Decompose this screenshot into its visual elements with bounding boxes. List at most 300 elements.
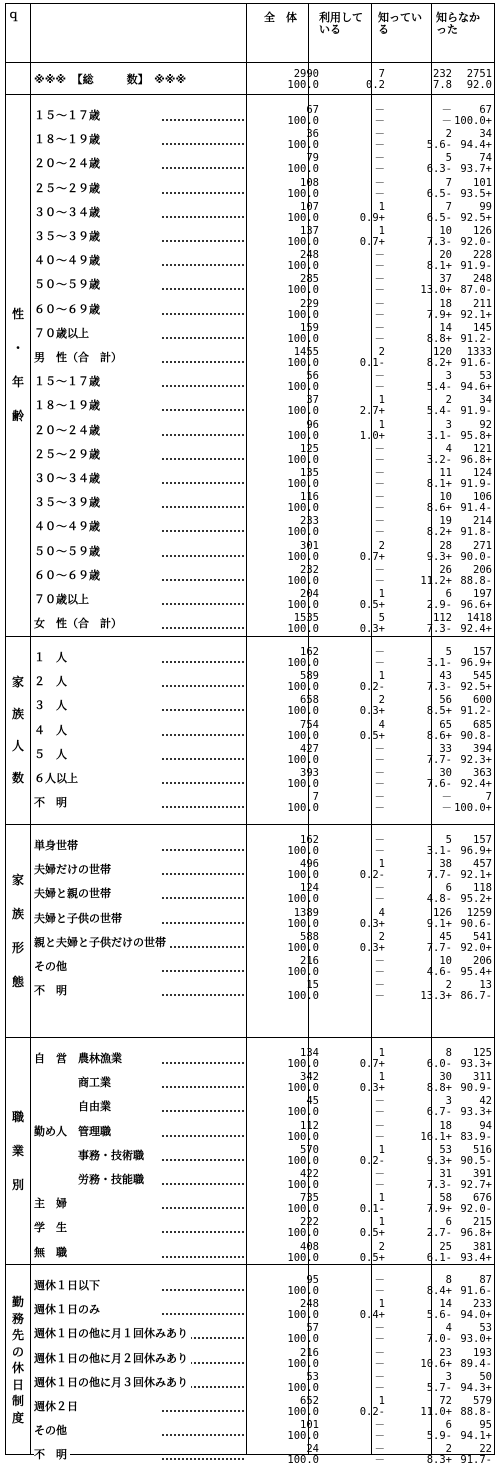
count-cell: 13 xyxy=(479,979,492,992)
percent-cell: 100.0 xyxy=(287,990,319,1003)
percent-cell: 100.0 xyxy=(287,1430,319,1443)
table-row xyxy=(30,1395,496,1419)
row-label xyxy=(34,227,246,247)
row-label-text: 夫婦と子供の世帯 xyxy=(34,912,125,925)
percent-cell: － xyxy=(374,753,385,766)
count-cell: 545 xyxy=(473,670,492,683)
count-cell: － xyxy=(374,834,385,846)
count-cell: 214 xyxy=(473,515,492,528)
table-row xyxy=(30,225,496,249)
percent-cell: 6.3- xyxy=(426,163,452,176)
total-row xyxy=(30,68,496,92)
count-cell: 685 xyxy=(473,718,492,731)
row-label-text: 男 性（合 計） xyxy=(34,351,125,364)
count-cell: 248 xyxy=(473,273,492,286)
percent-cell: 96.6+ xyxy=(460,599,492,611)
count-cell: 1 xyxy=(378,1298,385,1311)
table-row xyxy=(30,931,496,955)
percent-cell: 7.9+ xyxy=(426,1203,452,1216)
count-cell: 2 xyxy=(445,394,452,407)
percent-cell: － xyxy=(374,332,385,345)
percent-cell: 0.9+ xyxy=(359,211,385,224)
count-cell: 37 xyxy=(306,394,319,407)
percent-cell: － xyxy=(374,1285,385,1297)
count-cell: 2751 xyxy=(466,68,492,80)
table-row xyxy=(30,1298,496,1322)
count-cell: 228 xyxy=(473,249,492,262)
percent-cell: 100.0 xyxy=(287,1203,319,1216)
percent-cell: 3.1- xyxy=(426,845,452,857)
percent-cell: 8.6+ xyxy=(426,502,452,515)
count-cell: 124 xyxy=(473,467,492,479)
percent-cell: － xyxy=(374,778,385,790)
percent-cell: 100.0 xyxy=(287,1179,319,1191)
row-label-text: ７０歳以上 xyxy=(34,593,92,606)
percent-cell: － xyxy=(374,1106,385,1119)
row-label xyxy=(34,300,246,320)
count-cell: 18 xyxy=(439,297,452,310)
percent-cell: 83.9- xyxy=(460,1130,492,1143)
count-cell: 570 xyxy=(300,1143,319,1156)
row-label-text: ２５～２９歳 xyxy=(34,448,103,461)
percent-cell: 100.0 xyxy=(287,574,319,587)
count-cell: 24 xyxy=(306,1443,319,1456)
percent-cell: － xyxy=(374,308,385,321)
count-cell: 1 xyxy=(378,1192,385,1205)
count-cell: 137 xyxy=(300,225,319,237)
percent-cell: 91.4- xyxy=(460,502,492,515)
percent-cell: 10.6+ xyxy=(420,1357,452,1370)
table-row xyxy=(30,612,496,636)
count-cell: 2 xyxy=(378,694,385,707)
row-label xyxy=(34,1300,246,1320)
count-cell: － xyxy=(441,104,452,116)
percent-cell: 89.4- xyxy=(460,1357,492,1370)
count-cell: 363 xyxy=(473,767,492,779)
percent-cell: 100.0 xyxy=(287,236,319,248)
percent-cell: 11.2+ xyxy=(420,574,452,587)
row-label-text: ３５～３９歳 xyxy=(34,496,103,509)
table-row xyxy=(30,1071,496,1095)
percent-cell: 5.4- xyxy=(426,381,452,394)
count-cell: 408 xyxy=(300,1240,319,1253)
count-cell: 1 xyxy=(378,225,385,237)
percent-cell: － xyxy=(374,187,385,200)
row-label-text: 週休１日以下 xyxy=(34,1279,103,1292)
percent-cell: 100.0 xyxy=(287,1058,319,1070)
count-cell: 496 xyxy=(300,858,319,871)
percent-cell: 9.3+ xyxy=(426,550,452,563)
percent-cell: 4.8- xyxy=(426,893,452,906)
table-row xyxy=(30,1241,496,1265)
leader-dots xyxy=(162,1135,244,1137)
leader-dots xyxy=(162,264,244,266)
count-cell: 6 xyxy=(445,588,452,600)
count-cell: 65 xyxy=(439,718,452,731)
table-row xyxy=(30,1144,496,1168)
percent-cell: 100.0 xyxy=(287,357,319,369)
count-cell: 2 xyxy=(445,128,452,141)
count-cell: 1 xyxy=(378,200,385,213)
count-cell: 121 xyxy=(473,442,492,455)
percent-cell: 100.0+ xyxy=(454,115,492,127)
count-cell: 391 xyxy=(473,1168,492,1180)
row-label xyxy=(34,203,246,223)
count-cell: 53 xyxy=(306,1370,319,1383)
percent-cell: 88.8- xyxy=(460,574,492,587)
count-cell: 6 xyxy=(445,1216,452,1229)
table-row xyxy=(30,719,496,743)
header-didnt-know: 知らなか った xyxy=(436,11,480,36)
percent-cell: 92.1+ xyxy=(460,308,492,321)
count-cell: 579 xyxy=(473,1395,492,1407)
leader-dots xyxy=(162,409,244,411)
row-label-text: ３ 人 xyxy=(34,699,70,712)
count-cell: 53 xyxy=(439,1143,452,1156)
percent-cell: 7.7- xyxy=(426,869,452,882)
leader-dots xyxy=(162,385,244,387)
percent-cell: 13.0+ xyxy=(420,284,452,297)
percent-cell: 90.5- xyxy=(460,1154,492,1167)
count-cell: 106 xyxy=(473,491,492,504)
count-cell: 394 xyxy=(473,742,492,755)
count-cell: 5 xyxy=(445,152,452,165)
count-cell: － xyxy=(374,1168,385,1180)
count-cell: 271 xyxy=(473,539,492,552)
row-label xyxy=(34,396,246,416)
percent-cell: － xyxy=(374,845,385,857)
table-row xyxy=(30,694,496,718)
count-cell: 20 xyxy=(439,249,452,262)
percent-cell: － xyxy=(374,1381,385,1394)
count-cell: － xyxy=(374,370,385,383)
count-cell: － xyxy=(374,791,385,804)
row-label-text: 単身世帯 xyxy=(34,839,81,852)
count-cell: 162 xyxy=(300,834,319,846)
percent-cell: 8.3+ xyxy=(426,1454,452,1467)
leader-dots xyxy=(162,603,244,605)
count-cell: 6 xyxy=(445,1419,452,1432)
table-row xyxy=(30,1419,496,1443)
percent-cell: 0.1- xyxy=(359,357,385,369)
row-label-text: ４０～４９歳 xyxy=(34,520,103,533)
table-row xyxy=(30,1443,496,1467)
percent-cell: 100.0 xyxy=(287,705,319,718)
group-label: 家 族 形 態 xyxy=(11,872,24,989)
percent-cell: 7.9+ xyxy=(426,308,452,321)
table-row xyxy=(30,346,496,370)
count-cell: 19 xyxy=(439,515,452,528)
count-cell: 1 xyxy=(378,1143,385,1156)
percent-cell: 0.2 xyxy=(366,79,385,91)
row-label-text: １８～１９歳 xyxy=(34,133,103,146)
leader-dots xyxy=(162,482,244,484)
count-cell: 2 xyxy=(378,1240,385,1253)
percent-cell: － xyxy=(374,802,385,815)
count-cell: 23 xyxy=(439,1346,452,1359)
count-cell: 754 xyxy=(300,718,319,731)
count-cell: － xyxy=(374,742,385,755)
percent-cell: 91.9- xyxy=(460,405,492,418)
row-label-text: 女 性（合 計） xyxy=(34,617,125,630)
count-cell: 5 xyxy=(445,646,452,658)
count-cell: － xyxy=(374,491,385,504)
leader-dots xyxy=(162,1183,244,1185)
count-cell: 112 xyxy=(300,1119,319,1132)
row-label-text: 週休１日の他に月２回休みあり xyxy=(34,1352,191,1365)
row-label xyxy=(34,421,246,441)
corner-mark: ｑ xyxy=(8,8,19,21)
percent-cell: 92.1+ xyxy=(460,869,492,882)
count-cell: － xyxy=(374,1274,385,1286)
percent-cell: 0.3+ xyxy=(359,941,385,954)
count-cell: － xyxy=(374,646,385,658)
percent-cell: － xyxy=(374,657,385,669)
count-cell: － xyxy=(374,273,385,286)
leader-dots xyxy=(162,119,244,121)
percent-cell: － xyxy=(441,115,452,127)
leader-dots xyxy=(162,734,244,736)
percent-cell: － xyxy=(374,163,385,176)
row-label xyxy=(34,769,246,789)
count-cell: 95 xyxy=(306,1274,319,1286)
percent-cell: － xyxy=(374,1430,385,1443)
count-cell: － xyxy=(374,1095,385,1108)
table-row xyxy=(30,858,496,882)
percent-cell: 3.2- xyxy=(426,453,452,466)
percent-cell: 100.0 xyxy=(287,802,319,815)
count-cell: － xyxy=(374,882,385,895)
group-divider xyxy=(6,824,494,825)
percent-cell: 94.6+ xyxy=(460,381,492,394)
count-cell: 735 xyxy=(300,1192,319,1205)
group-divider xyxy=(6,636,494,637)
count-cell: 42 xyxy=(479,1095,492,1108)
row-label xyxy=(34,566,246,586)
count-cell: 162 xyxy=(300,646,319,658)
percent-cell: 91.6- xyxy=(460,1285,492,1297)
count-cell: 118 xyxy=(473,882,492,895)
percent-cell: 91.9- xyxy=(460,478,492,490)
leader-dots xyxy=(162,661,244,663)
percent-cell: 96.8+ xyxy=(460,1227,492,1240)
count-cell: 33 xyxy=(439,742,452,755)
row-label xyxy=(34,179,246,199)
row-label-text: ６０～６９歳 xyxy=(34,303,103,316)
percent-cell: 8.1+ xyxy=(426,478,452,490)
table-row xyxy=(30,1120,496,1144)
count-cell: － xyxy=(374,955,385,967)
percent-cell: － xyxy=(374,453,385,466)
percent-cell: 6.5- xyxy=(426,187,452,200)
leader-dots xyxy=(162,1062,244,1064)
count-cell: 197 xyxy=(473,588,492,600)
count-cell: － xyxy=(374,467,385,479)
percent-cell: 96.9+ xyxy=(460,657,492,669)
table-row xyxy=(30,370,496,394)
count-cell: 10 xyxy=(439,491,452,504)
count-cell: 4 xyxy=(378,906,385,919)
percent-cell: 13.3+ xyxy=(420,990,452,1003)
percent-cell: 0.3+ xyxy=(359,705,385,718)
percent-cell: 92.4+ xyxy=(460,778,492,790)
percent-cell: 100.0 xyxy=(287,502,319,515)
percent-cell: － xyxy=(374,1179,385,1191)
percent-cell: 100.0 xyxy=(287,79,319,91)
row-label xyxy=(34,275,246,295)
percent-cell: 11.0+ xyxy=(420,1406,452,1418)
percent-cell: － xyxy=(374,381,385,394)
percent-cell: 100.0 xyxy=(287,1381,319,1394)
row-label xyxy=(34,1276,246,1296)
row-label xyxy=(34,1445,246,1465)
count-cell: 1 xyxy=(378,394,385,407)
leader-dots xyxy=(162,627,244,629)
table-row xyxy=(30,104,496,128)
total-divider xyxy=(6,94,494,95)
count-cell: 120 xyxy=(433,346,452,358)
count-cell: 206 xyxy=(473,955,492,967)
count-cell: 53 xyxy=(479,370,492,383)
percent-cell: 100.0 xyxy=(287,526,319,539)
count-cell: － xyxy=(441,791,452,804)
count-cell: 206 xyxy=(473,563,492,576)
percent-cell: 88.8- xyxy=(460,1406,492,1418)
count-cell: 1 xyxy=(378,1395,385,1407)
table-row xyxy=(30,1274,496,1298)
percent-cell: 100.0 xyxy=(287,941,319,954)
count-cell: 381 xyxy=(473,1240,492,1253)
table-row xyxy=(30,670,496,694)
count-cell: － xyxy=(374,1322,385,1335)
percent-cell: － xyxy=(441,802,452,815)
leader-dots xyxy=(162,1207,244,1209)
count-cell: 18 xyxy=(439,1119,452,1132)
count-cell: 126 xyxy=(433,906,452,919)
percent-cell: 100.0 xyxy=(287,845,319,857)
percent-cell: 92.0- xyxy=(460,1203,492,1216)
count-cell: 457 xyxy=(473,858,492,871)
percent-cell: 90.6- xyxy=(460,917,492,930)
table-row xyxy=(30,249,496,273)
percent-cell: 100.0 xyxy=(287,163,319,176)
row-label xyxy=(34,860,246,880)
row-label xyxy=(34,542,246,562)
column-divider xyxy=(246,4,247,1454)
leader-dots xyxy=(162,1410,244,1412)
percent-cell: 7.3- xyxy=(426,236,452,248)
leader-dots xyxy=(162,579,244,581)
leader-dots xyxy=(162,1289,244,1291)
count-cell: 67 xyxy=(306,104,319,116)
count-cell: 193 xyxy=(473,1346,492,1359)
row-label-text: １８～１９歳 xyxy=(34,399,103,412)
percent-cell: 7.3- xyxy=(426,623,452,636)
row-label-text: 自由業 xyxy=(34,1100,114,1113)
count-cell: 422 xyxy=(300,1168,319,1180)
percent-cell: 0.1- xyxy=(359,1203,385,1216)
percent-cell: 94.4+ xyxy=(460,139,492,152)
leader-dots xyxy=(162,192,244,194)
count-cell: － xyxy=(374,176,385,189)
leader-dots xyxy=(162,1458,244,1460)
count-cell: 1 xyxy=(378,1071,385,1084)
count-cell: 5 xyxy=(445,834,452,846)
count-cell: 2 xyxy=(445,1443,452,1456)
count-cell: － xyxy=(374,1370,385,1383)
count-cell: 4 xyxy=(378,718,385,731)
percent-cell: 8.8+ xyxy=(426,332,452,345)
count-cell: － xyxy=(374,979,385,992)
table-row xyxy=(30,1168,496,1192)
count-cell: 92 xyxy=(479,418,492,431)
table-row xyxy=(30,152,496,176)
count-cell: 26 xyxy=(439,563,452,576)
percent-cell: 91.2- xyxy=(460,705,492,718)
count-cell: 541 xyxy=(473,930,492,943)
row-label xyxy=(34,130,246,150)
row-label-text: 不 明 xyxy=(34,984,70,997)
count-cell: 56 xyxy=(439,694,452,707)
leader-dots xyxy=(162,946,244,948)
percent-cell: 90.8- xyxy=(460,729,492,742)
count-cell: － xyxy=(374,321,385,334)
percent-cell: 100.0 xyxy=(287,599,319,611)
percent-cell: 100.0 xyxy=(287,681,319,694)
count-cell: 38 xyxy=(439,858,452,871)
percent-cell: 8.2+ xyxy=(426,526,452,539)
percent-cell: 0.3+ xyxy=(359,1082,385,1095)
percent-cell: 100.0 xyxy=(287,753,319,766)
count-cell: － xyxy=(374,297,385,310)
count-cell: 22 xyxy=(479,1443,492,1456)
percent-cell: 5.6- xyxy=(426,139,452,152)
count-cell: 2 xyxy=(378,346,385,358)
leader-dots xyxy=(162,970,244,972)
count-cell: － xyxy=(374,442,385,455)
percent-cell: 94.3+ xyxy=(460,1381,492,1394)
count-cell: － xyxy=(374,152,385,165)
percent-cell: 100.0 xyxy=(287,1454,319,1467)
percent-cell: 100.0 xyxy=(287,917,319,930)
count-cell: 43 xyxy=(439,670,452,683)
percent-cell: － xyxy=(374,526,385,539)
percent-cell: 7.7- xyxy=(426,941,452,954)
leader-dots xyxy=(162,922,244,924)
percent-cell: － xyxy=(374,893,385,906)
percent-cell: 2.7+ xyxy=(359,405,385,418)
row-label xyxy=(34,1397,246,1417)
leader-dots xyxy=(162,361,244,363)
percent-cell: 96.9+ xyxy=(460,845,492,857)
percent-cell: 100.0 xyxy=(287,260,319,273)
percent-cell: 0.7+ xyxy=(359,236,385,248)
count-cell: － xyxy=(374,249,385,262)
count-cell: 8 xyxy=(445,1274,452,1286)
count-cell: 30 xyxy=(439,1071,452,1084)
row-label xyxy=(34,933,246,953)
percent-cell: 100.0 xyxy=(287,550,319,563)
count-cell: 427 xyxy=(300,742,319,755)
count-cell: － xyxy=(374,1443,385,1456)
table-row xyxy=(30,979,496,1003)
column-divider xyxy=(371,4,372,1454)
row-label xyxy=(34,793,246,813)
count-cell: 87 xyxy=(479,1274,492,1286)
percent-cell: 86.7- xyxy=(460,990,492,1003)
count-cell: 2 xyxy=(378,539,385,552)
percent-cell: 8.4+ xyxy=(426,1285,452,1297)
